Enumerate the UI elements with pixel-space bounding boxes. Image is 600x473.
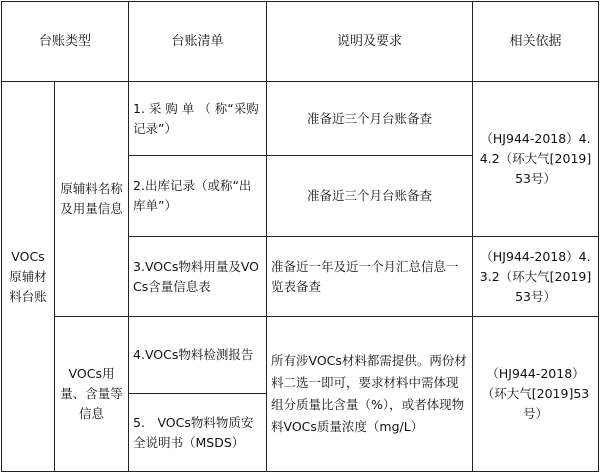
ledger-group-name: 原辅料名称及用量信息 <box>55 82 129 317</box>
header-desc: 说明及要求 <box>267 2 473 82</box>
ledger-item: 1. 采 购 单 （ 称“采购记录”） <box>129 82 267 156</box>
ledger-item: 5. VOCs物料物质安全说明书（MSDS） <box>129 394 267 472</box>
ledger-desc: 准备近三个月台账备查 <box>267 156 473 237</box>
ledger-desc: 准备近三个月台账备查 <box>267 82 473 156</box>
ledger-group-usage: VOCs用量、含量等信息 <box>55 317 129 472</box>
ledger-basis: （HJ944-2018）4.3.2（环大气[2019]53号） <box>473 237 599 317</box>
ledger-item: 3.VOCs物料用量及VOCs含量信息表 <box>129 237 267 317</box>
ledger-item: 4.VOCs物料检测报告 <box>129 317 267 394</box>
table-row <box>2 82 599 156</box>
ledger-table <box>1 1 599 472</box>
ledger-basis: （HJ944-2018）（环大气[2019]53号） <box>473 317 599 472</box>
table-row <box>2 317 599 394</box>
ledger-category: VOCs原辅材料台账 <box>2 82 55 472</box>
ledger-item: 2.出库记录（或称“出库单”） <box>129 156 267 237</box>
header-row <box>2 2 599 82</box>
ledger-basis: （HJ944-2018）4.4.2（环大气[2019]53号） <box>473 82 599 237</box>
header-basis: 相关依据 <box>473 2 599 82</box>
ledger-desc: 准备近一年及近一个月汇总信息一览表备查 <box>267 237 473 317</box>
header-type: 台账类型 <box>2 2 129 82</box>
header-list: 台账清单 <box>129 2 267 82</box>
ledger-desc: 所有涉VOCs材料都需提供。两份材料二选一即可，要求材料中需体现组分质量比含量（%），或者体现物料VOCs质量浓度（mg/L） <box>267 317 473 472</box>
